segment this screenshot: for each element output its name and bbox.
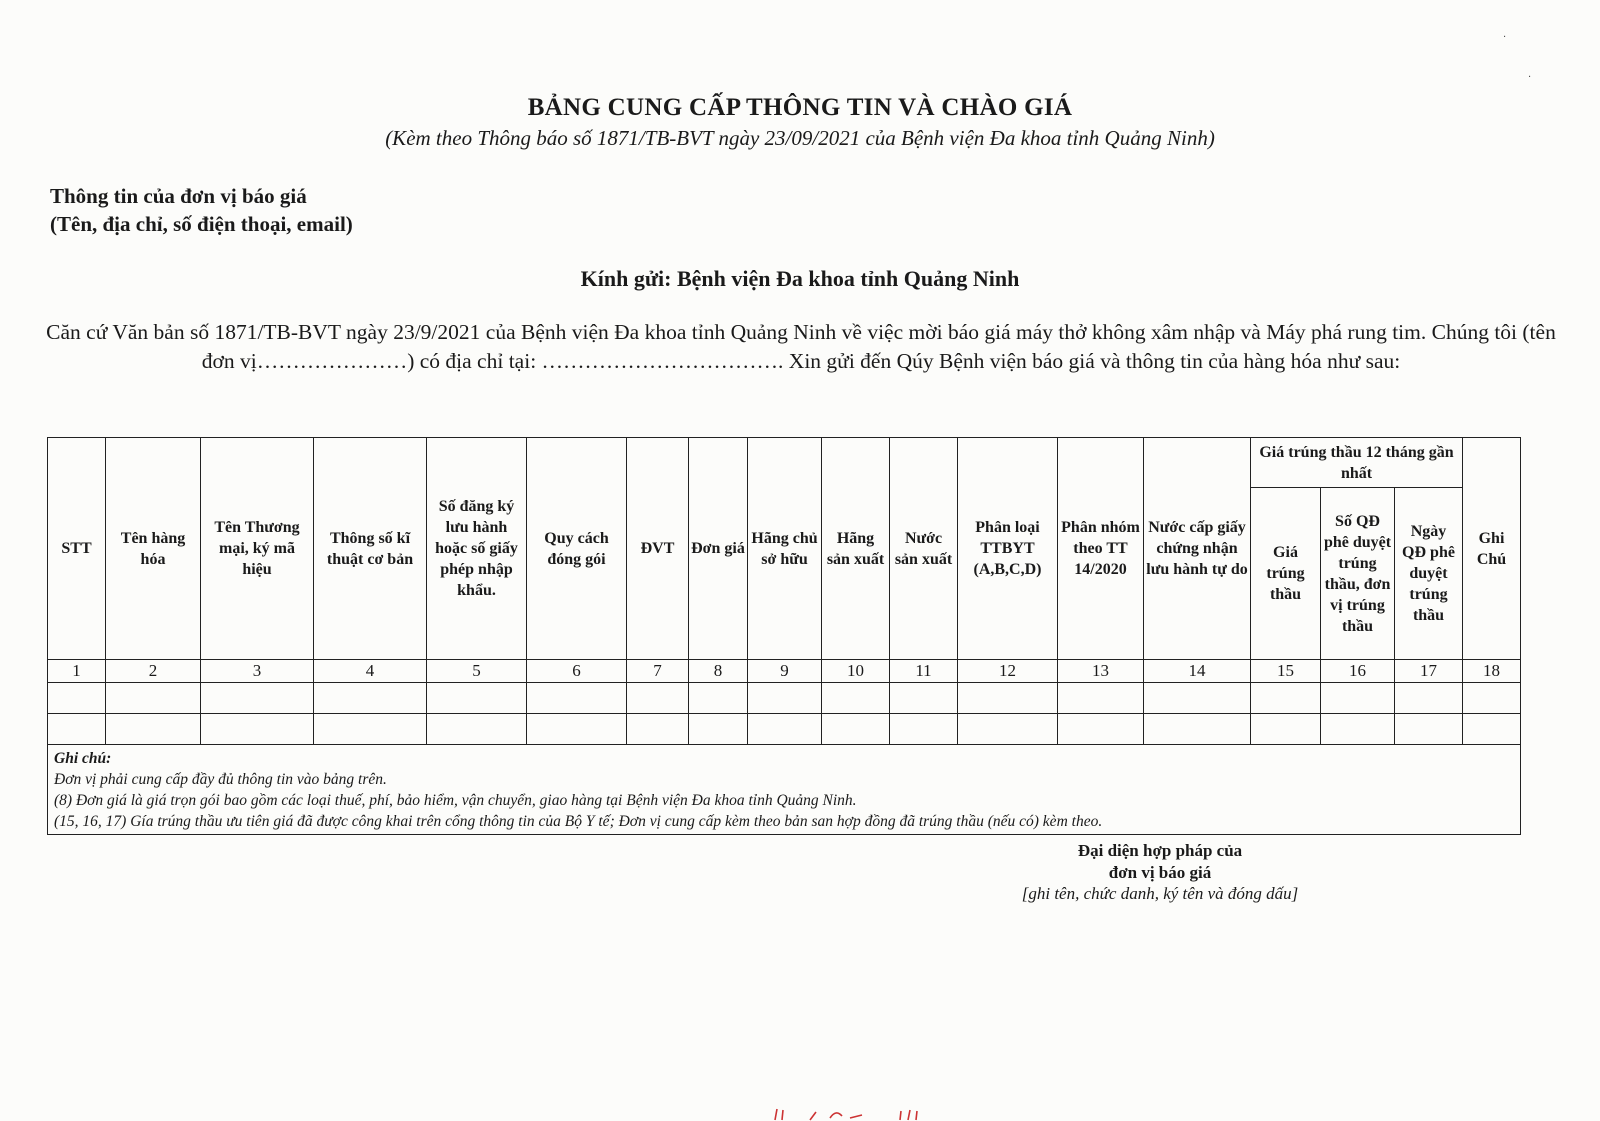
header-phan-loai: Phân loại TTBYT (A,B,C,D) xyxy=(958,438,1058,660)
empty-cell xyxy=(106,714,201,745)
note-item: (15, 16, 17) Gía trúng thầu ưu tiên giá đã được công khai trên cổng thông tin của Bộ Y tế; Đơn vị cung cấp kèm theo bản san hợp đồng đã trúng thầu (nếu có) kèm theo. xyxy=(54,813,1103,830)
note-item: (8) Đơn giá là giá trọn gói bao gồm các loại thuế, phí, bảo hiểm, vận chuyển, giao hàng tại Bệnh viện Đa khoa tỉnh Quảng Ninh. xyxy=(54,792,857,809)
column-number: 5 xyxy=(427,660,527,683)
notes-row xyxy=(48,745,1521,835)
signature-subtitle: đơn vị báo giá xyxy=(1108,863,1212,882)
empty-cell xyxy=(627,714,689,745)
header-ten-thuong-mai: Tên Thương mại, ký mã hiệu xyxy=(201,438,314,660)
header-nuoc-san-xuat: Nước sản xuất xyxy=(890,438,958,660)
empty-cell xyxy=(1321,714,1395,745)
empty-cell xyxy=(958,714,1058,745)
document-subtitle: (Kèm theo Thông báo số 1871/TB-BVT ngày 23/09/2021 của Bệnh viện Đa khoa tỉnh Quảng Ninh) xyxy=(385,126,1215,150)
column-number: 7 xyxy=(627,660,689,683)
column-number: 13 xyxy=(1058,660,1144,683)
empty-cell xyxy=(822,683,890,714)
empty-cell xyxy=(1395,714,1463,745)
column-number: 8 xyxy=(689,660,748,683)
column-number: 12 xyxy=(958,660,1058,683)
sender-info-hint: (Tên, địa chỉ, số điện thoại, email) xyxy=(50,212,353,236)
column-number: 15 xyxy=(1251,660,1321,683)
column-number: 4 xyxy=(314,660,427,683)
empty-cell xyxy=(1251,714,1321,745)
signature-instruction: [ghi tên, chức danh, ký tên và đóng dấu] xyxy=(1021,884,1299,903)
scan-speck: · xyxy=(1528,72,1532,83)
header-gia-trung-thau: Giá trúng thầu xyxy=(1251,488,1321,660)
column-number: 1 xyxy=(48,660,106,683)
red-stamp-fragment xyxy=(770,1106,950,1121)
header-ghi-chu: Ghi Chú xyxy=(1463,438,1521,660)
empty-cell xyxy=(314,683,427,714)
empty-cell xyxy=(1395,683,1463,714)
empty-cell xyxy=(822,714,890,745)
empty-cell xyxy=(748,714,822,745)
table-row xyxy=(48,683,1521,714)
empty-cell xyxy=(106,683,201,714)
column-number: 6 xyxy=(527,660,627,683)
empty-cell xyxy=(527,683,627,714)
empty-cell xyxy=(1144,714,1251,745)
column-number: 2 xyxy=(106,660,201,683)
empty-cell xyxy=(527,714,627,745)
note-item: Đơn vị phải cung cấp đầy đủ thông tin vào bảng trên. xyxy=(54,771,387,788)
empty-cell xyxy=(48,683,106,714)
header-dvt: ĐVT xyxy=(627,438,689,660)
empty-cell xyxy=(48,714,106,745)
empty-cell xyxy=(427,714,527,745)
header-thong-so-ki-thuat: Thông số kĩ thuật cơ bản xyxy=(314,438,427,660)
intro-paragraph: Căn cứ Văn bản số 1871/TB-BVT ngày 23/9/2021 của Bệnh viện Đa khoa tỉnh Quảng Ninh về việc mời báo giá máy thở không xâm nhập và Máy phá rung tim. Chúng tôi (tên đơn vị…………………) có địa chỉ tại: ……………………………. Xin gửi đến Qúy Bệnh viện báo giá và thông tin của hàng hóa như sau: xyxy=(46,320,1556,373)
empty-cell xyxy=(689,714,748,745)
empty-cell xyxy=(427,683,527,714)
column-number: 3 xyxy=(201,660,314,683)
empty-cell xyxy=(1251,683,1321,714)
header-phan-nhom: Phân nhóm theo TT 14/2020 xyxy=(1058,438,1144,660)
column-number: 16 xyxy=(1321,660,1395,683)
empty-cell xyxy=(1144,683,1251,714)
empty-cell xyxy=(1058,714,1144,745)
sender-info-label: Thông tin của đơn vị báo giá xyxy=(50,184,307,208)
column-number: 11 xyxy=(890,660,958,683)
empty-cell xyxy=(314,714,427,745)
header-ngay-qd-phe-duyet: Ngày QĐ phê duyệt trúng thầu xyxy=(1395,488,1463,660)
column-number: 18 xyxy=(1463,660,1521,683)
signature-title: Đại diện hợp pháp của xyxy=(1077,841,1243,860)
empty-cell xyxy=(748,683,822,714)
header-nuoc-cap-giay: Nước cấp giấy chứng nhận lưu hành tự do xyxy=(1144,438,1251,660)
header-hang-san-xuat: Hãng sản xuất xyxy=(822,438,890,660)
column-number: 9 xyxy=(748,660,822,683)
scan-speck: · xyxy=(1503,32,1507,43)
header-gia-trung-thau-group: Giá trúng thầu 12 tháng gần nhất xyxy=(1251,438,1463,488)
empty-cell xyxy=(201,714,314,745)
header-don-gia: Đơn giá xyxy=(689,438,748,660)
column-number-row xyxy=(48,660,1521,683)
empty-cell xyxy=(201,683,314,714)
header-so-qd-phe-duyet: Số QĐ phê duyệt trúng thầu, đơn vị trúng thầu xyxy=(1321,488,1395,660)
empty-cell xyxy=(1463,683,1521,714)
empty-cell xyxy=(1058,683,1144,714)
empty-cell xyxy=(1321,683,1395,714)
notes-title: Ghi chú: xyxy=(54,750,112,767)
header-so-dang-ky: Số đăng ký lưu hành hoặc số giấy phép nhập khẩu. xyxy=(427,438,527,660)
header-stt: STT xyxy=(48,438,106,660)
empty-cell xyxy=(689,683,748,714)
table-row xyxy=(48,714,1521,745)
header-quy-cach: Quy cách đóng gói xyxy=(527,438,627,660)
notes-cell xyxy=(48,745,1521,835)
column-number: 14 xyxy=(1144,660,1251,683)
empty-cell xyxy=(1463,714,1521,745)
column-number: 10 xyxy=(822,660,890,683)
header-hang-chu-so-huu: Hãng chủ sở hữu xyxy=(748,438,822,660)
empty-cell xyxy=(890,683,958,714)
empty-cell xyxy=(958,683,1058,714)
column-number: 17 xyxy=(1395,660,1463,683)
header-ten-hang-hoa: Tên hàng hóa xyxy=(106,438,201,660)
empty-cell xyxy=(627,683,689,714)
document-title: BẢNG CUNG CẤP THÔNG TIN VÀ CHÀO GIÁ xyxy=(527,94,1073,121)
empty-cell xyxy=(890,714,958,745)
recipient-line: Kính gửi: Bệnh viện Đa khoa tỉnh Quảng Ninh xyxy=(580,266,1020,291)
quotation-table xyxy=(47,437,1521,835)
